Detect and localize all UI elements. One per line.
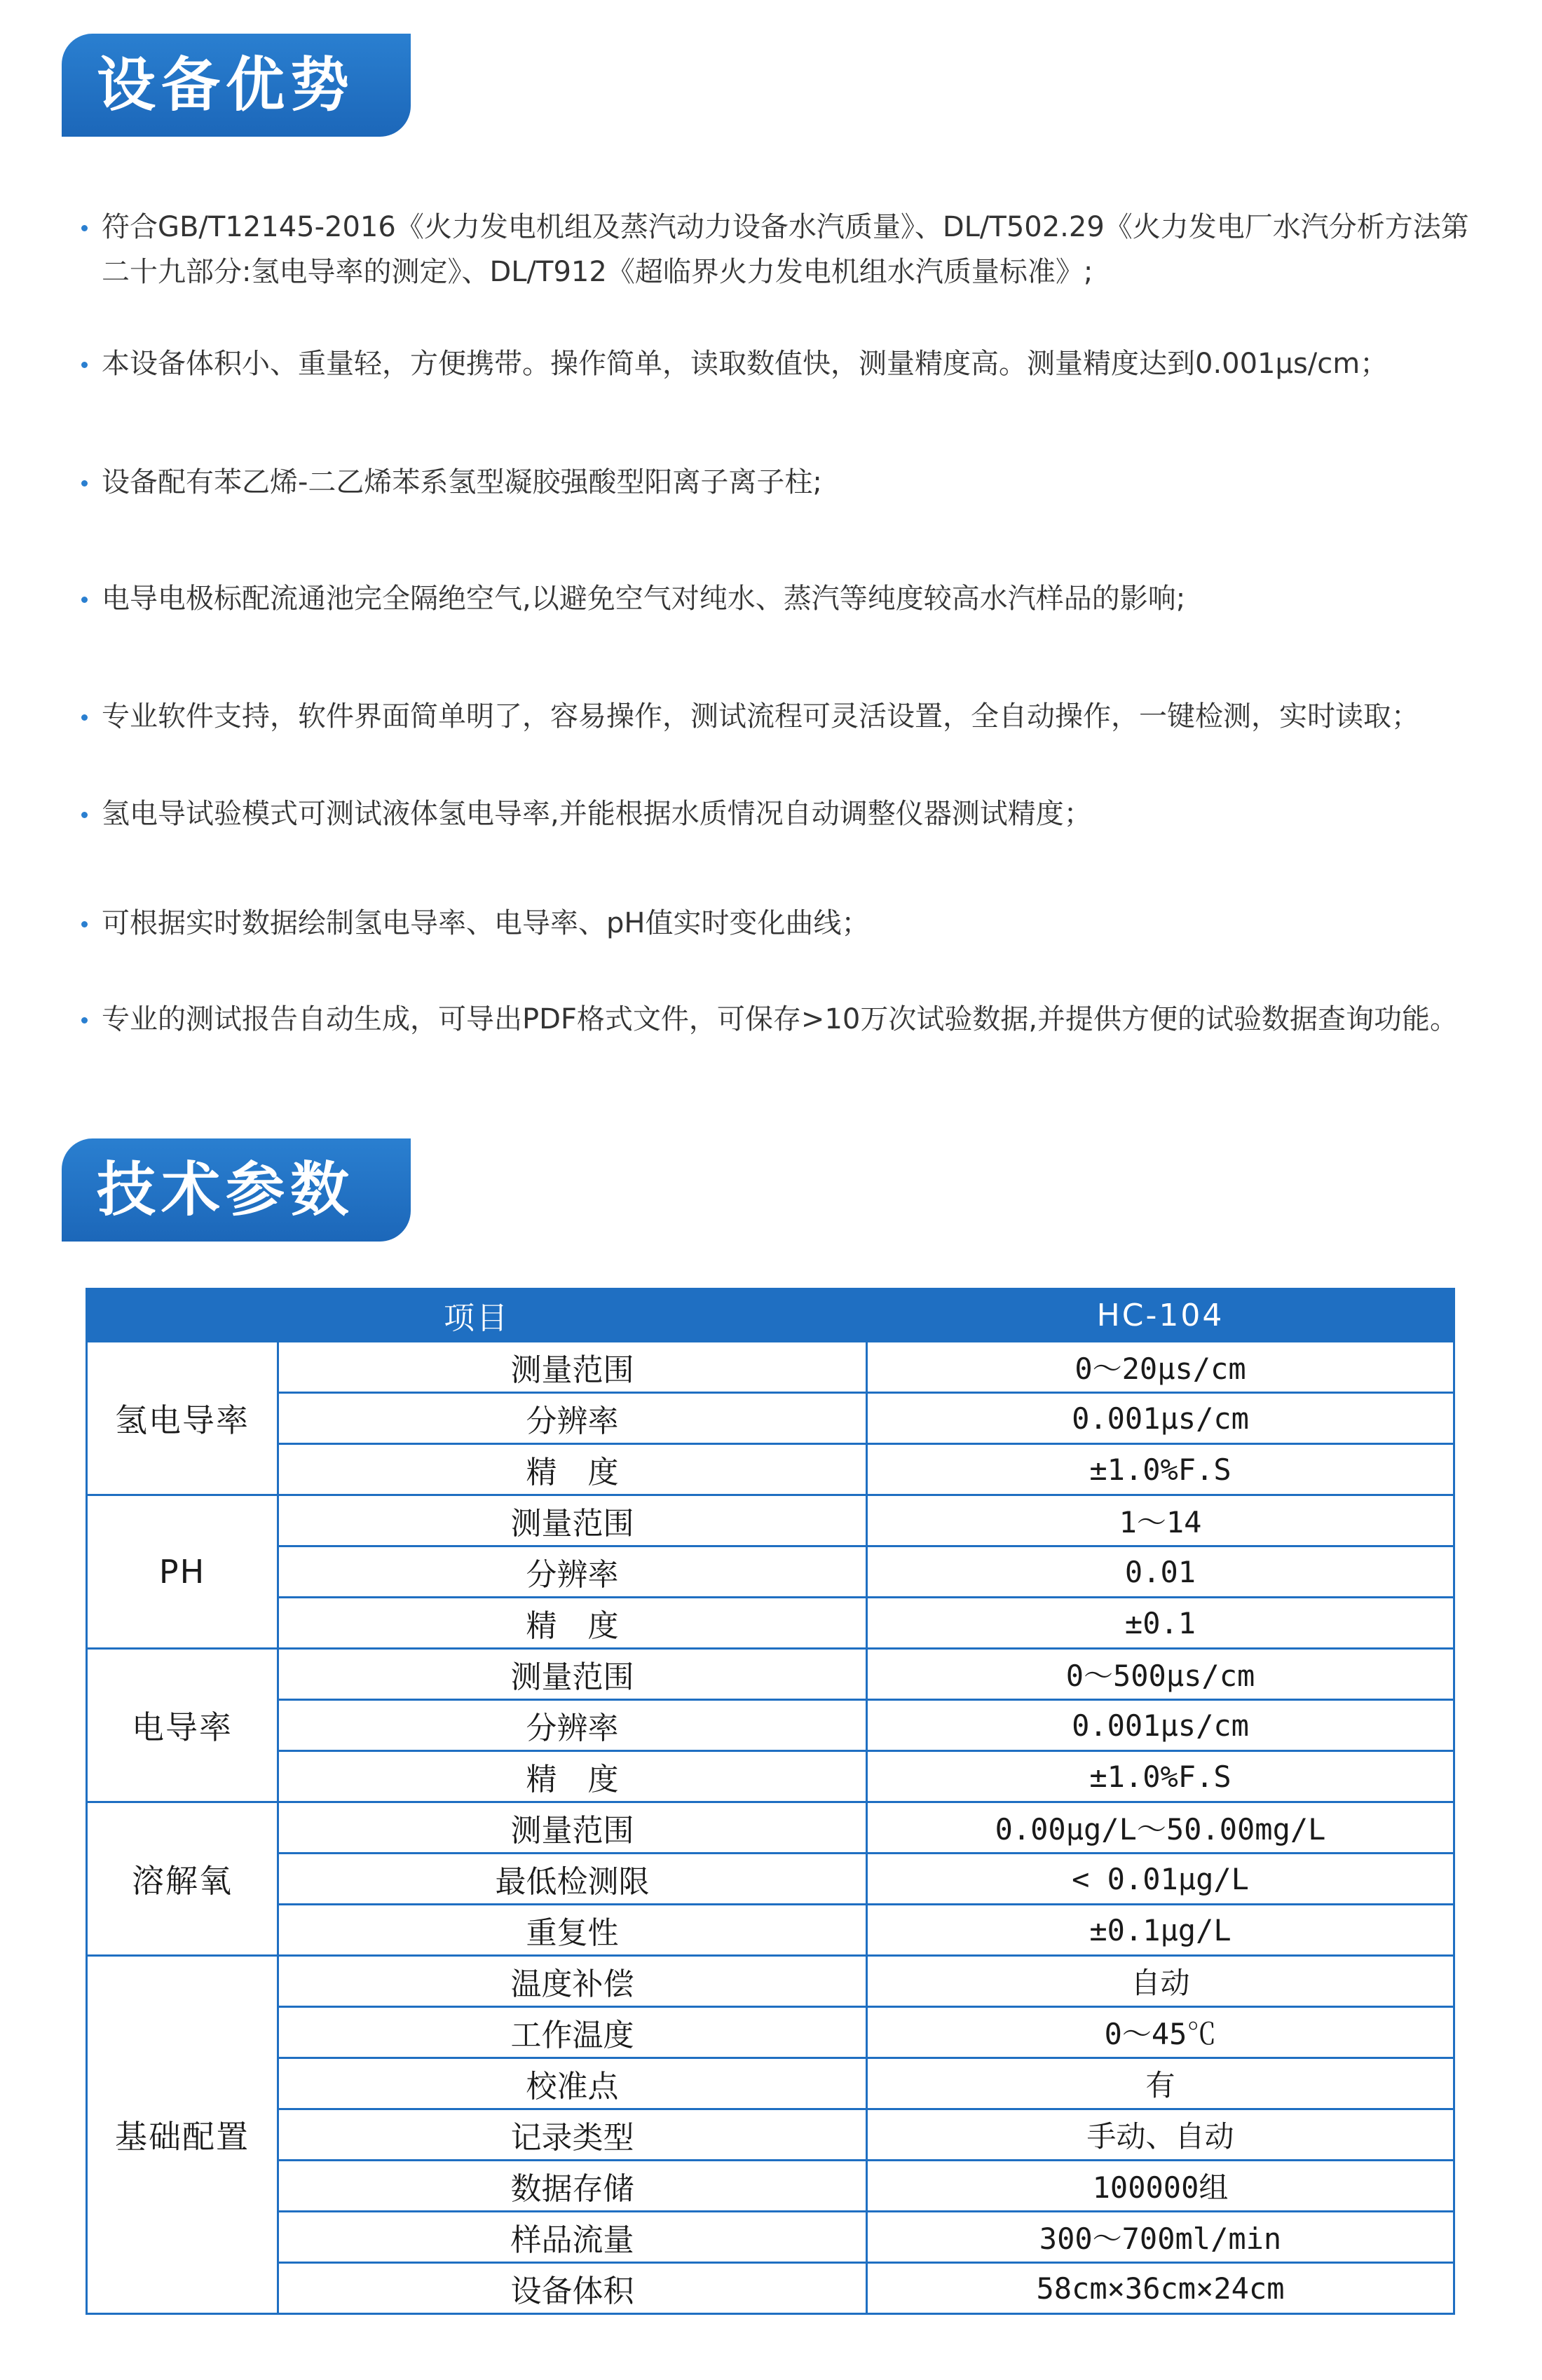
advantage-item (76, 997, 1485, 1042)
param-value: 自动 (867, 1956, 1454, 2007)
param-name: 测量范围 (278, 1802, 867, 1854)
category-cell: 溶解氧 (87, 1802, 278, 1956)
table-row (87, 1649, 1454, 1700)
table-row (87, 1393, 1454, 1444)
bullet-dot-icon (81, 480, 88, 487)
table-row (87, 1905, 1454, 1956)
header-item: 项目 (87, 1289, 867, 1342)
table-header-row (87, 1289, 1454, 1342)
param-name: 样品流量 (278, 2212, 867, 2263)
table-row (87, 2161, 1454, 2212)
section-title-parameters: 技术参数 (62, 1138, 411, 1242)
bullet-dot-icon (81, 1017, 88, 1024)
table-row (87, 1956, 1454, 2007)
category-cell: PH (87, 1495, 278, 1649)
bullet-dot-icon (81, 714, 88, 721)
advantage-item (76, 576, 1485, 621)
param-value: 58cm×36cm×24cm (867, 2263, 1454, 2314)
category-cell: 电导率 (87, 1649, 278, 1802)
advantage-item (76, 791, 1485, 836)
advantage-item (76, 460, 1485, 505)
param-value: ±1.0%F.S (867, 1444, 1454, 1495)
param-value: 0.01 (867, 1546, 1454, 1598)
param-value: ±0.1 (867, 1598, 1454, 1649)
bullet-dot-icon (81, 225, 88, 231)
bullet-dot-icon (81, 597, 88, 603)
advantage-text: 氢电导试验模式可测试液体氢电导率,并能根据水质情况自动调整仪器测试精度； (102, 798, 1092, 830)
section-title-advantages: 设备优势 (62, 34, 411, 137)
param-name: 温度补偿 (278, 1956, 867, 2007)
table-row (87, 1802, 1454, 1854)
advantage-text: 设备配有苯乙烯-二乙烯苯系氢型凝胶强酸型阳离子离子柱; (102, 466, 822, 498)
table-row (87, 2007, 1454, 2058)
category-cell: 基础配置 (87, 1956, 278, 2314)
table-row (87, 2109, 1454, 2161)
param-value: 0～500μs/cm (867, 1649, 1454, 1700)
param-name: 校准点 (278, 2058, 867, 2109)
param-value: 0.00μg/L～50.00mg/L (867, 1802, 1454, 1854)
param-name: 数据存储 (278, 2161, 867, 2212)
param-name: 测量范围 (278, 1649, 867, 1700)
param-value: 手动、自动 (867, 2109, 1454, 2161)
advantage-item (76, 205, 1485, 294)
param-value: ±1.0%F.S (867, 1751, 1454, 1802)
category-cell: 氢电导率 (87, 1342, 278, 1495)
advantage-text: 专业软件支持，软件界面简单明了，容易操作，测试流程可灵活设置，全自动操作，一键检测，实时读取； (102, 700, 1419, 733)
param-name: 重复性 (278, 1905, 867, 1956)
advantage-item (76, 341, 1485, 386)
param-name: 精 度 (278, 1751, 867, 1802)
advantage-item (76, 694, 1485, 739)
param-value: 300～700ml/min (867, 2212, 1454, 2263)
table-row (87, 2263, 1454, 2314)
param-name: 测量范围 (278, 1495, 867, 1546)
table-row (87, 1598, 1454, 1649)
param-value: 0.001μs/cm (867, 1393, 1454, 1444)
param-name: 精 度 (278, 1444, 867, 1495)
param-name: 设备体积 (278, 2263, 867, 2314)
advantage-text: 可根据实时数据绘制氢电导率、电导率、pH值实时变化曲线； (102, 907, 870, 939)
advantage-text: 电导电极标配流通池完全隔绝空气,以避免空气对纯水、蒸汽等纯度较高水汽样品的影响; (102, 583, 1186, 615)
param-value: 0～45℃ (867, 2007, 1454, 2058)
bullet-dot-icon (81, 362, 88, 368)
param-value: 0～20μs/cm (867, 1342, 1454, 1393)
param-value: ±0.1μg/L (867, 1905, 1454, 1956)
table-row (87, 1546, 1454, 1598)
table-row (87, 1342, 1454, 1393)
param-value: < 0.01μg/L (867, 1854, 1454, 1905)
param-name: 最低检测限 (278, 1854, 867, 1905)
param-value: 100000组 (867, 2161, 1454, 2212)
param-name: 精 度 (278, 1598, 867, 1649)
param-value: 0.001μs/cm (867, 1700, 1454, 1751)
header-model: HC-104 (867, 1289, 1454, 1342)
table-row (87, 2058, 1454, 2109)
param-value: 1～14 (867, 1495, 1454, 1546)
table-row (87, 1751, 1454, 1802)
table-row (87, 1495, 1454, 1546)
param-name: 工作温度 (278, 2007, 867, 2058)
bullet-dot-icon (81, 921, 88, 927)
spec-table (86, 1288, 1455, 2315)
table-row (87, 2212, 1454, 2263)
table-row (87, 1444, 1454, 1495)
param-name: 分辨率 (278, 1546, 867, 1598)
param-name: 分辨率 (278, 1700, 867, 1751)
table-row (87, 1700, 1454, 1751)
advantage-text: 专业的测试报告自动生成，可导出PDF格式文件，可保存>10万次试验数据,并提供方便的试验数据查询功能。 (102, 1003, 1459, 1035)
advantage-item (76, 901, 1485, 946)
param-name: 测量范围 (278, 1342, 867, 1393)
param-value: 有 (867, 2058, 1454, 2109)
advantage-text: 本设备体积小、重量轻，方便携带。操作简单，读取数值快，测量精度高。测量精度达到0.001μs/cm； (102, 348, 1389, 380)
param-name: 分辨率 (278, 1393, 867, 1444)
table-row (87, 1854, 1454, 1905)
param-name: 记录类型 (278, 2109, 867, 2161)
advantage-text: 符合GB/T12145-2016《火力发电机组及蒸汽动力设备水汽质量》、DL/T502.29《火力发电厂水汽分析方法第二十九部分:氢电导率的测定》、DL/T912《超临界火力发电机组水汽质量标准》; (102, 211, 1469, 288)
bullet-dot-icon (81, 812, 88, 818)
